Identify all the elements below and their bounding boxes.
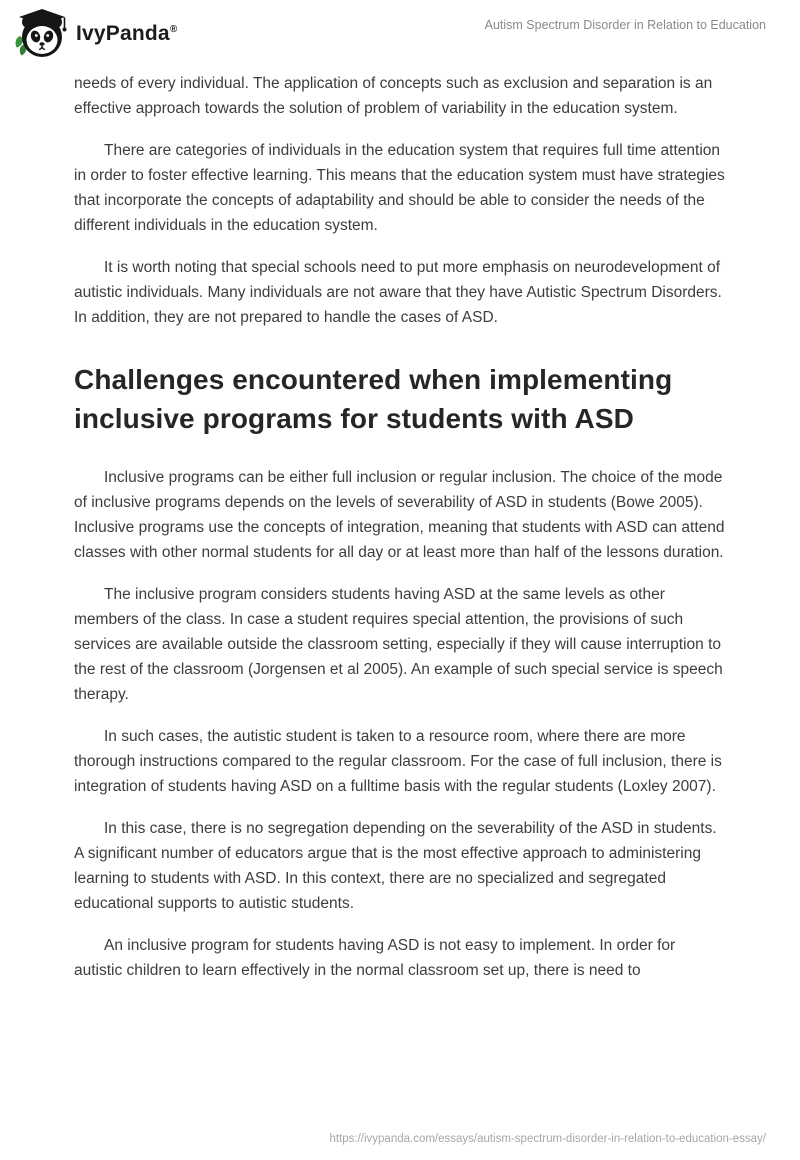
brand-wordmark: IvyPanda® [76,22,178,45]
registered-trademark: ® [169,24,178,35]
ivypanda-brand [13,9,177,59]
essay-content [0,71,800,983]
paragraph: needs of every individual. The application of concepts such as exclusion and separation is an effective approach towards the solution of problem of variability in the education system. [74,75,713,117]
paragraph: An inclusive program for students having ASD is not easy to implement. In order for autistic children to learn effectively in the normal classroom set up, there is need to [74,937,676,979]
paragraph: The inclusive program considers students having ASD at the same levels as other members of the class. In case a student requires special attention, the provisions of such services are available outside the classroom setting, especially if they will cause interruption to the rest of the classroom (Jorgensen et al 2005). An example of such special service is speech therapy. [74,586,723,703]
paragraph: In this case, there is no segregation depending on the severability of the ASD in students. A significant number of educators argue that is the most effective approach to administering learning to students with ASD. In this context, there are no specialized and segregated educational supports to autistic students. [74,820,717,912]
document-title: Autism Spectrum Disorder in Relation to Education [484,18,766,32]
paragraph: Inclusive programs can be either full inclusion or regular inclusion. The choice of the mode of inclusive programs depends on the levels of severability of ASD in students (Bowe 2005). Inclusive programs use the concepts of integration, meaning that students with ASD can attend classes with other normal students for all day or at least more than half of the lessons duration. [74,469,725,561]
source-url: https://ivypanda.com/essays/autism-spectrum-disorder-in-relation-to-education-essay/ [329,1133,766,1145]
paragraph: It is worth noting that special schools need to put more emphasis on neurodevelopment of autistic individuals. Many individuals are not aware that they have Autistic Spectrum Disorders. In addition, they are not prepared to handle the cases of ASD. [74,259,722,326]
paragraph: In such cases, the autistic student is taken to a resource room, where there are more thorough instructions compared to the regular classroom. For the case of full inclusion, there is integration of students having ASD on a fulltime basis with the regular students (Loxley 2007). [74,728,722,795]
paragraph: There are categories of individuals in the education system that requires full time attention in order to foster effective learning. This means that the education system must have strategies that incorporate the concepts of adaptability and should be able to consider the needs of the different individuals in the education system. [74,142,725,234]
ivypanda-logo-icon [13,9,67,59]
page-header [0,0,800,58]
section-heading: Challenges encountered when implementing inclusive programs for students with ASD [74,364,673,434]
